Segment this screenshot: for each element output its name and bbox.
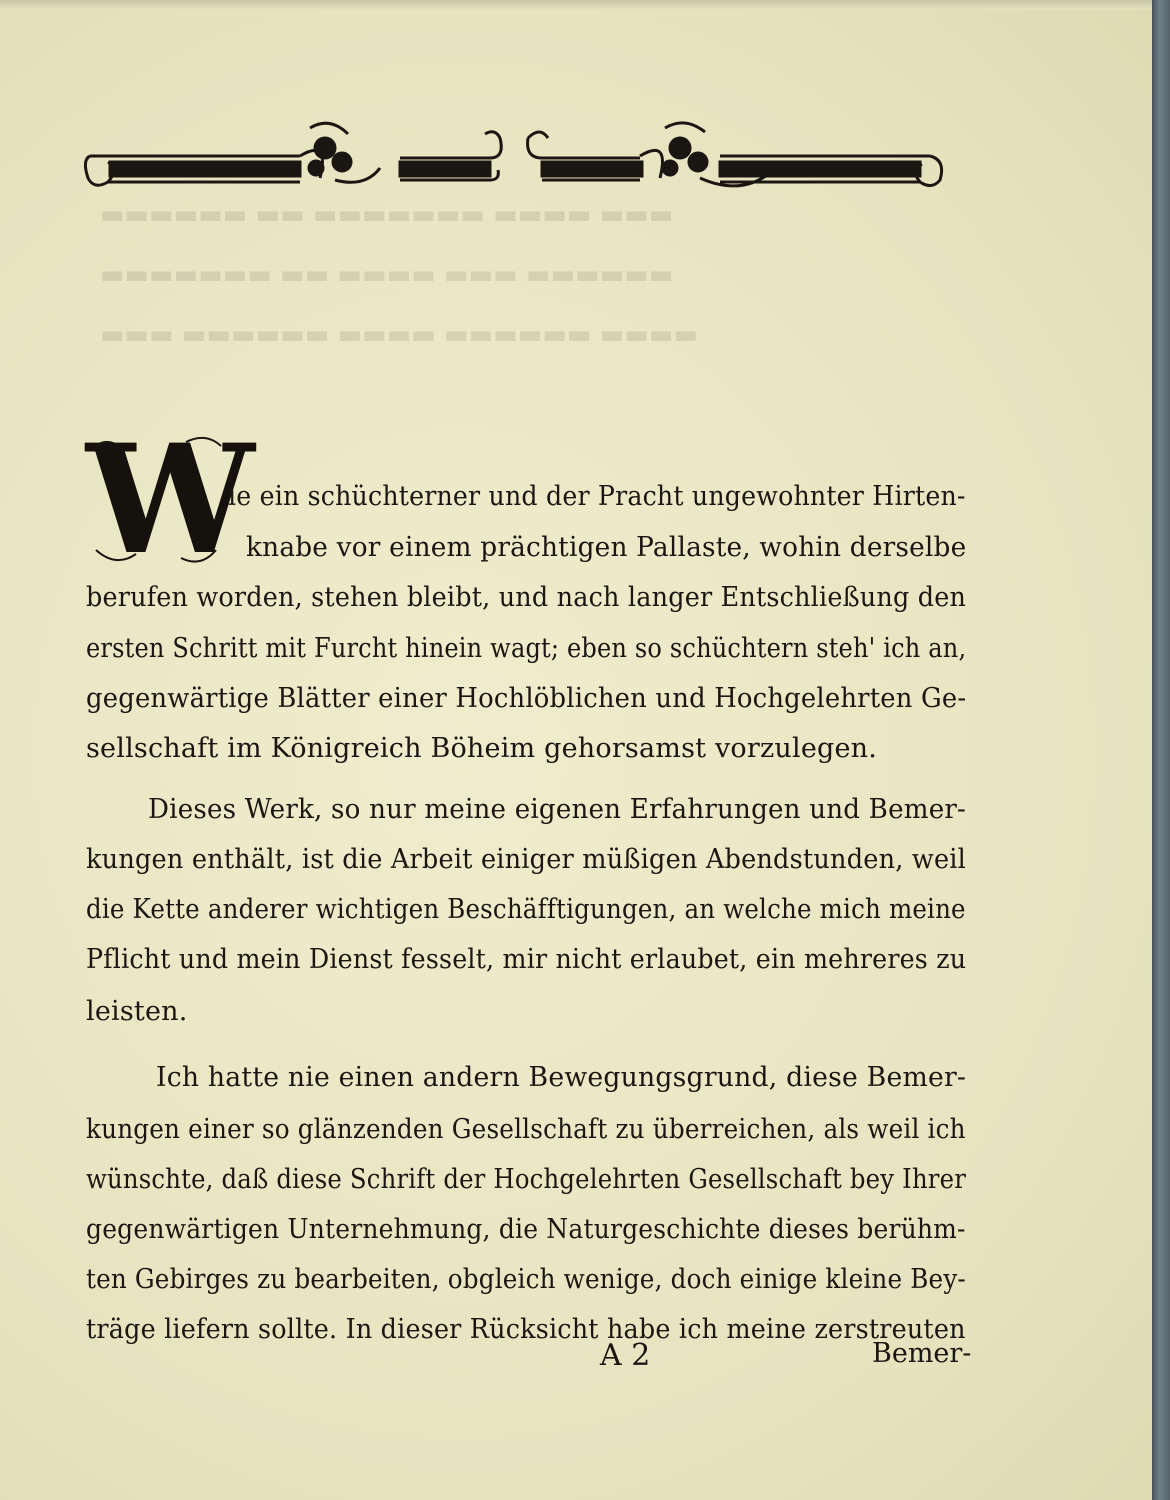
scroll-ornament-graphic xyxy=(80,118,950,198)
text-line: träge liefern sollte. In dieser Rücksicht habe ich meine zerstreuten xyxy=(86,1314,966,1345)
text-line: gegenwärtigen Unternehmung, die Naturgeschichte dieses berühm- xyxy=(86,1214,966,1245)
text-line: ten Gebirges zu bearbeiten, obgleich wenige, doch einige kleine Bey- xyxy=(86,1264,966,1295)
text-line: Dieses Werk, so nur meine eigenen Erfahrungen und Bemer- xyxy=(148,794,967,825)
page-top-edge xyxy=(0,0,1152,10)
text-line: ie ein schüchterner und der Pracht ungewohnter Hirten- xyxy=(228,481,966,512)
initial-letter: W xyxy=(86,412,255,588)
text-line: kungen enthält, ist die Arbeit einiger müßigen Abendstunden, weil xyxy=(86,844,966,875)
text-line: kungen einer so glänzenden Gesellschaft zu überreichen, als weil ich xyxy=(86,1114,966,1145)
signature-mark: A 2 xyxy=(600,1338,651,1373)
catchword: Bemer- xyxy=(872,1338,972,1369)
text-line: Ich hatte nie einen andern Bewegungsgrund, diese Bemer- xyxy=(156,1062,967,1093)
decorated-initial xyxy=(86,412,255,588)
text-line: die Kette anderer wichtigen Beschäfftigungen, an welche mich meine xyxy=(86,894,966,925)
text-line: knabe vor einem prächtigen Pallaste, wohin derselbe xyxy=(246,532,967,563)
show-through-text: ▬▬▬ ▬▬▬▬ ▬▬▬▬▬▬▬ ▬▬ ▬▬▬▬▬▬ xyxy=(100,200,674,230)
text-line: Pflicht und mein Dienst fesselt, mir nicht erlaubet, ein mehreres zu xyxy=(86,944,967,975)
text-line: sellschaft im Königreich Böheim gehorsamst vorzulegen. xyxy=(86,733,878,764)
text-line: ersten Schritt mit Furcht hinein wagt; eben so schüchtern steh' ich an, xyxy=(86,633,967,664)
text-line: leisten. xyxy=(86,996,188,1027)
text-line: berufen worden, stehen bleibt, und nach langer Entschließung den xyxy=(86,582,967,613)
text-line: wünschte, daß diese Schrift der Hochgelehrten Gesellschaft bey Ihrer xyxy=(86,1164,967,1195)
show-through-text: ▬▬▬▬ ▬▬▬▬▬▬ ▬▬▬▬ ▬▬▬▬▬▬ ▬▬▬ xyxy=(100,320,699,350)
headpiece-ornament xyxy=(80,118,950,198)
page-edge-shadow xyxy=(1152,0,1170,1500)
show-through-text: ▬▬▬▬▬▬ ▬▬▬ ▬▬▬▬ ▬▬ ▬▬▬▬▬▬▬ xyxy=(100,260,674,290)
text-line: gegenwärtige Blätter einer Hochlöblichen und Hochgelehrten Ge- xyxy=(86,683,967,714)
